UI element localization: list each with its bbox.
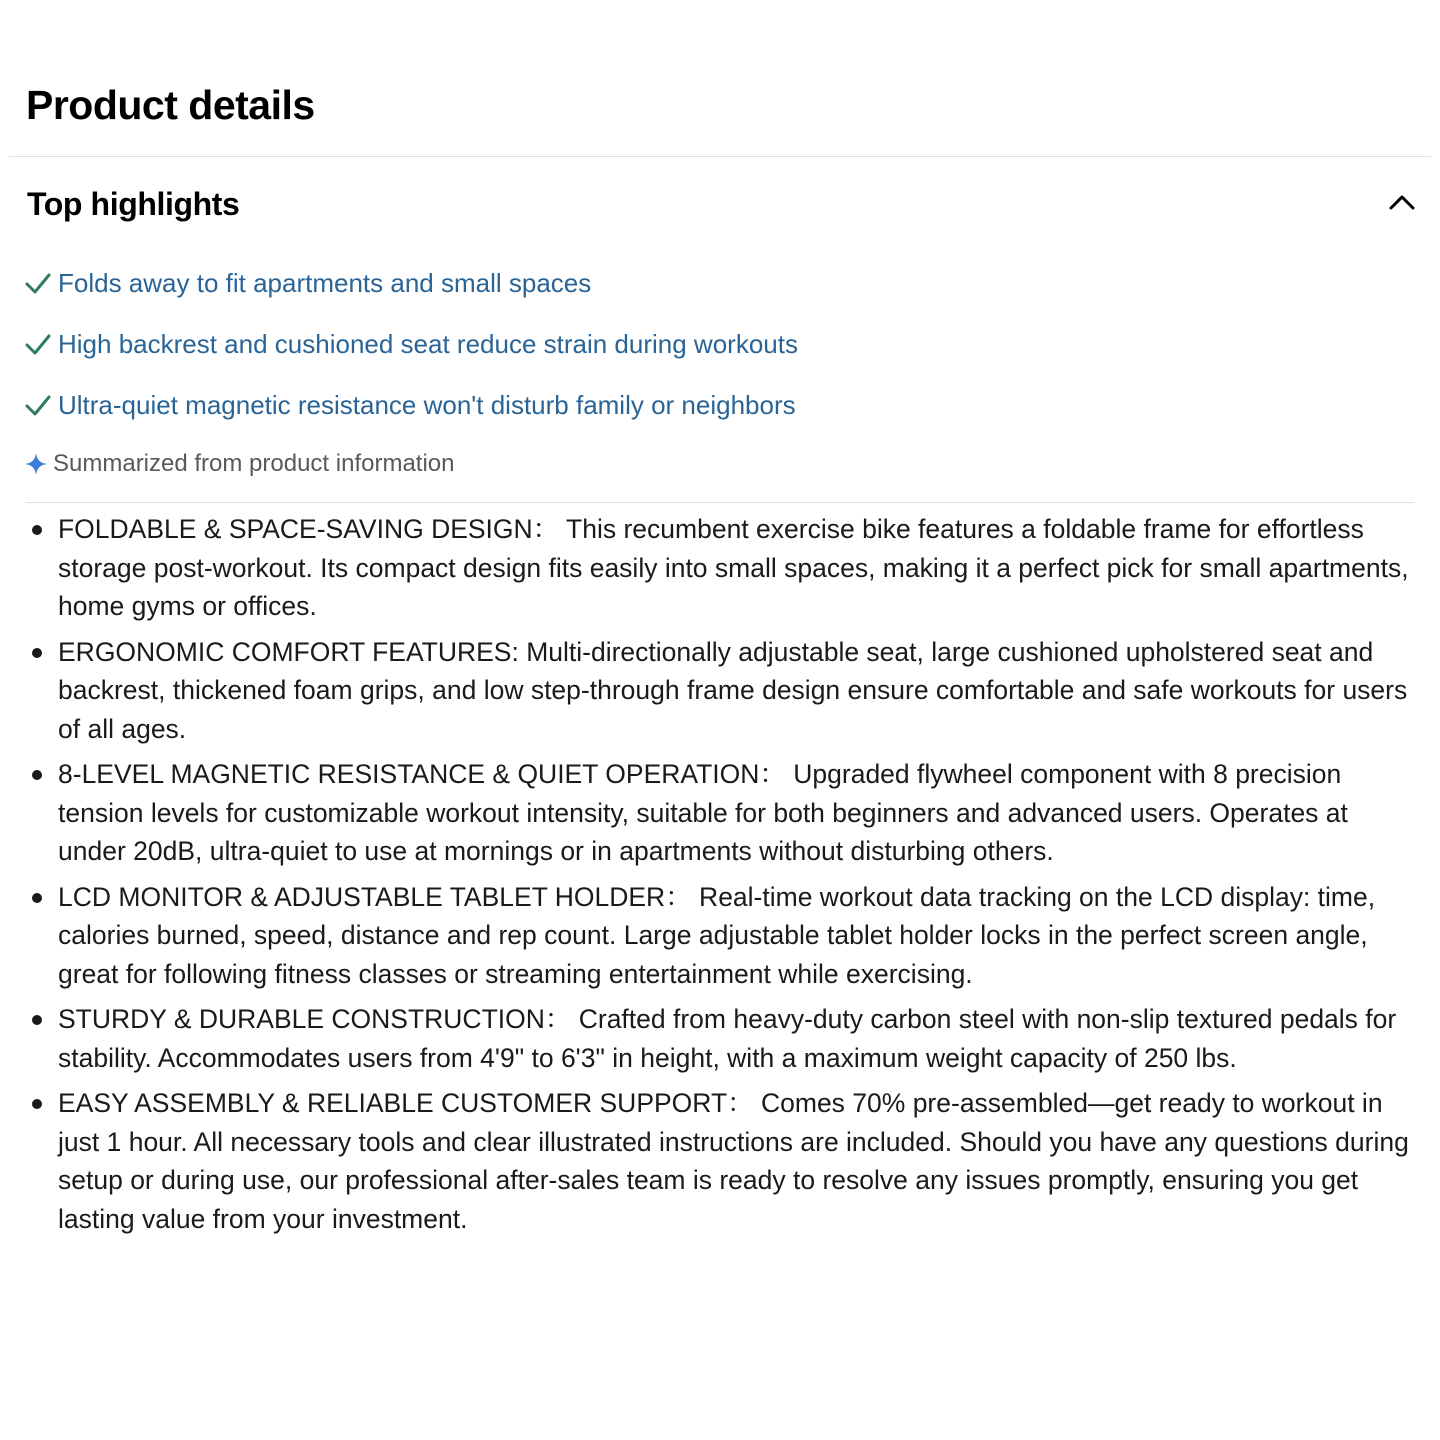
checkmark-icon: [24, 384, 52, 426]
feature-item: [58, 633, 1420, 749]
highlight-item: [24, 262, 798, 323]
collapse-highlights-button[interactable]: [1382, 186, 1422, 218]
chevron-up-icon: [1382, 186, 1422, 218]
bullet-icon: [32, 893, 42, 903]
highlight-item: [24, 384, 798, 445]
top-highlights-toggle[interactable]: [0, 176, 1440, 240]
highlight-text: High backrest and cushioned seat reduce strain during workouts: [58, 329, 798, 359]
page-title: Product details: [26, 82, 315, 128]
highlight-list: [24, 262, 798, 445]
bullet-icon: [32, 525, 42, 535]
checkmark-icon: [24, 262, 52, 304]
feature-item: [58, 1000, 1420, 1077]
highlight-text: Folds away to fit apartments and small spaces: [58, 268, 592, 298]
sparkle-icon: [24, 452, 48, 476]
feature-text: EASY ASSEMBLY & RELIABLE CUSTOMER SUPPORT： Comes 70% pre-assembled—get ready to workout in just 1 hour. All necessary tools and clear illustrated instructions are included. Should you have any questions during setup or during use, our professional after-sales team is ready to resolve any issues promptly, ensuring you get lasting value from your investment.: [58, 1088, 1409, 1234]
highlight-item: [24, 323, 798, 384]
bullet-icon: [32, 1099, 42, 1109]
bullet-icon: [32, 770, 42, 780]
bullet-icon: [32, 1015, 42, 1025]
bullet-icon: [32, 648, 42, 658]
feature-text: ERGONOMIC COMFORT FEATURES: Multi-directionally adjustable seat, large cushioned upholstered seat and backrest, thickened foam grips, and low step-through frame design ensure comfortable and safe workouts for users of all ages.: [58, 636, 1408, 744]
checkmark-icon: [24, 323, 52, 365]
summary-note: [24, 444, 454, 484]
feature-item: [58, 1084, 1420, 1238]
summary-note-text: Summarized from product information: [53, 450, 455, 477]
feature-list: [58, 510, 1420, 1245]
highlight-text: Ultra-quiet magnetic resistance won't disturb family or neighbors: [58, 390, 796, 420]
section-divider: [26, 502, 1414, 503]
feature-item: [58, 755, 1420, 871]
feature-text: 8-LEVEL MAGNETIC RESISTANCE & QUIET OPERATION： Upgraded flywheel component with 8 precision tension levels for customizable workout intensity, suitable for both beginners and advanced users. Operates at under 20dB, ultra-quiet to use at mornings or in apartments without disturbing others.: [58, 759, 1348, 866]
feature-text: STURDY & DURABLE CONSTRUCTION： Crafted from heavy-duty carbon steel with non-slip textured pedals for stability. Accommodates users from 4'9" to 6'3" in height, with a maximum weight capacity of 250 lbs.: [58, 1004, 1397, 1073]
feature-text: LCD MONITOR & ADJUSTABLE TABLET HOLDER： Real-time workout data tracking on the LCD display: time, calories burned, speed, distance and rep count. Large adjustable tablet holder locks in the perfect screen angle, great for following fitness classes or streaming entertainment while exercising.: [58, 881, 1376, 989]
feature-text: FOLDABLE & SPACE-SAVING DESIGN： This recumbent exercise bike features a foldable frame for effortless storage post-workout. Its compact design fits easily into small spaces, making it a perfect pick for small apartments, home gyms or offices.: [58, 514, 1409, 621]
top-highlights-title: Top highlights: [27, 186, 240, 222]
feature-item: [58, 878, 1420, 994]
feature-item: [58, 510, 1420, 626]
title-divider: [9, 156, 1431, 157]
